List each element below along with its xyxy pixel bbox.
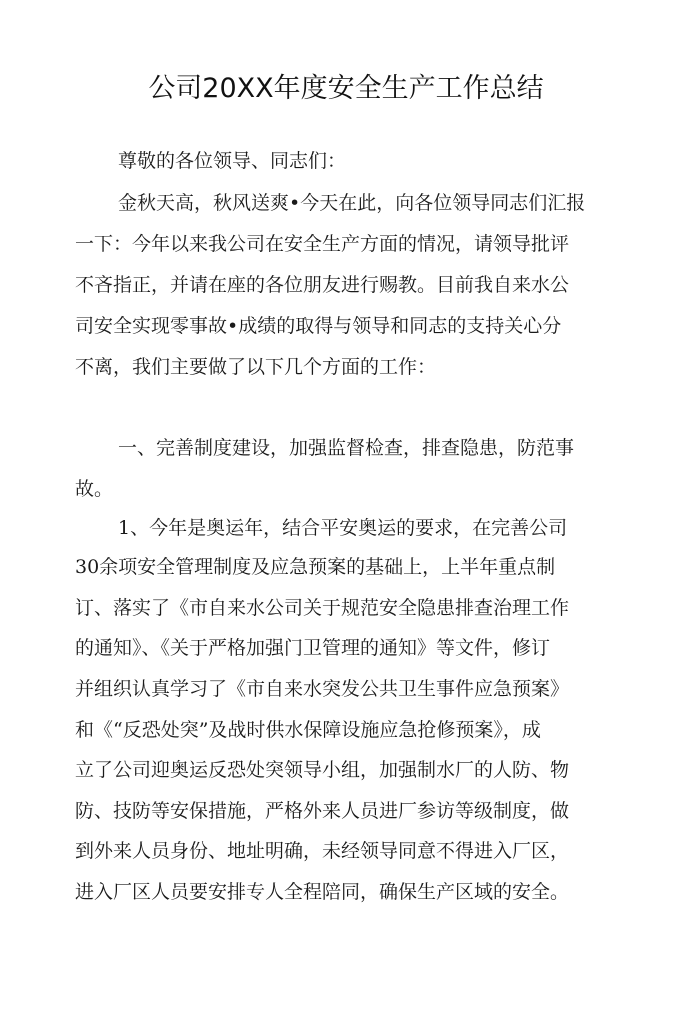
section-heading-cont: 故。	[75, 478, 114, 500]
paragraph-line: 防、技防等安保措施，严格外来人员进厂参访等级制度，做	[75, 800, 570, 822]
paragraph-line: 到外来人员身份、地址明确，未经领导同意不得进入厂区，	[75, 840, 570, 862]
section-heading: 一、完善制度建设，加强监督检查，排查隐患，防范事	[118, 437, 575, 459]
paragraph-line: 30余项安全管理制度及应急预案的基础上，上半年重点制	[75, 556, 556, 578]
salutation: 尊敬的各位领导、同志们：	[118, 150, 347, 172]
paragraph-line: 订、落实了《市自来水公司关于规范安全隐患排查治理工作	[75, 597, 570, 619]
paragraph-line: 不吝指正，并请在座的各位朋友进行赐教。目前我自来水公	[75, 274, 570, 296]
paragraph-line: 1、今年是奥运年，结合平安奥运的要求，在完善公司	[118, 517, 568, 539]
document-title: 公司20XX年度安全生产工作总结	[148, 73, 544, 104]
paragraph-line: 金秋天高，秋风送爽•今天在此，向各位领导同志们汇报	[118, 192, 586, 214]
paragraph-line: 司安全实现零事故•成绩的取得与领导和同志的支持关心分	[75, 315, 562, 337]
paragraph-line: 并组织认真学习了《市自来水突发公共卫生事件应急预案》	[75, 678, 570, 700]
paragraph-line: 的通知》、《关于严格加强门卫管理的通知》等文件，修订	[75, 637, 551, 659]
paragraph-line: 和《“反恐处突”及战时供水保障设施应急抢修预案》，成	[75, 719, 541, 741]
paragraph-line: 立了公司迎奥运反恐处突领导小组，加强制水厂的人防、物	[75, 759, 570, 781]
paragraph-line: 进入厂区人员要安排专人全程陪同，确保生产区域的安全。	[75, 881, 570, 903]
paragraph-line: 不离，我们主要做了以下几个方面的工作：	[75, 356, 437, 378]
paragraph-line: 一下：今年以来我公司在安全生产方面的情况，请领导批评	[75, 233, 570, 255]
